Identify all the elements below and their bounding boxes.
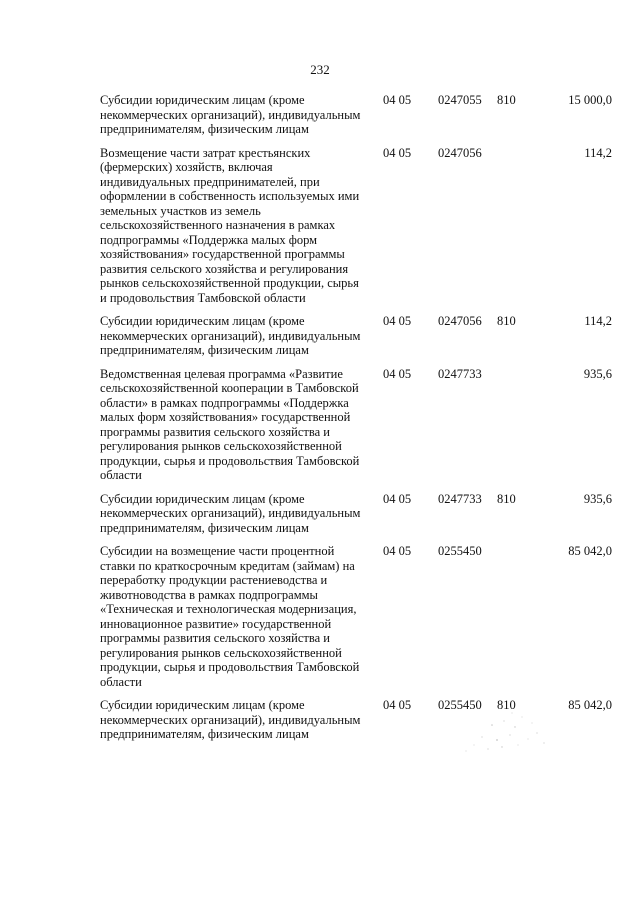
table-row: [100, 367, 612, 483]
row-description: Возмещение части затрат крестьянских (фермерских) хозяйств, включая индивидуальных предпринимателей, при оформлении в собственность используемых ими земельных участков из земель сельскохозяйственного назначения в рамках подпрограммы «Поддержка малых форм хозяйствования» государственной программы развития сельского хозяйства и регулирования рынков сельскохозяйственной продукции, сырья и продовольствия Тамбовской области: [100, 145, 360, 305]
amount: 85 042,0: [568, 698, 612, 712]
row-description: Ведомственная целевая программа «Развитие сельскохозяйственной кооперации в Тамбовской области» в рамках подпрограммы «Поддержка малых форм хозяйствования» государственной программы развития сельского хозяйства и регулирования рынков сельскохозяйственной продукции, сырья и продовольствия Тамбовской области: [100, 366, 360, 482]
target-article-code: 0247056: [438, 314, 482, 328]
table-row: [100, 544, 612, 689]
section-code: 04 05: [383, 491, 412, 506]
expense-type-code: 810: [497, 491, 516, 506]
table-row: [100, 492, 612, 536]
table-row: [100, 146, 612, 306]
row-description: Субсидии юридическим лицам (кроме некоммерческих организаций), индивидуальным предпринимателям, физическим лицам: [100, 491, 361, 535]
target-article-code: 0255450: [438, 698, 482, 712]
target-article-code: 0255450: [438, 544, 482, 558]
target-article-code: 0247733: [438, 491, 482, 506]
faint-stamp-mark: [452, 705, 572, 765]
row-description: Субсидии юридическим лицам (кроме некоммерческих организаций), индивидуальным предпринимателям, физическим лицам: [100, 93, 361, 136]
budget-table: [100, 93, 612, 751]
section-code: 04 05: [383, 93, 412, 107]
expense-type-code: 810: [497, 93, 516, 107]
row-description: Субсидии юридическим лицам (кроме некоммерческих организаций), индивидуальным предпринимателям, физическим лицам: [100, 314, 361, 357]
section-code: 04 05: [383, 145, 412, 160]
expense-type-code: 810: [497, 314, 516, 328]
target-article-code: 0247055: [438, 93, 482, 107]
amount: 114,2: [584, 145, 612, 160]
amount: 935,6: [583, 366, 612, 381]
section-code: 04 05: [383, 544, 412, 558]
row-description: Субсидии на возмещение части процентной ставки по краткосрочным кредитам (займам) на переработку продукции растениеводства и животноводства в рамках подпрограммы «Техническая и технологическая модернизация, инновационное развитие» государственной программы развития сельского хозяйства и регулирования рынков сельскохозяйственной продукции, сырья и продовольствия Тамбовской области: [100, 544, 360, 689]
section-code: 04 05: [383, 366, 412, 381]
section-code: 04 05: [383, 698, 412, 712]
amount: 114,2: [584, 314, 612, 328]
table-row: [100, 314, 612, 358]
amount: 15 000,0: [568, 93, 612, 107]
section-code: 04 05: [383, 314, 412, 328]
page-number: 232: [310, 62, 330, 77]
expense-type-code: 810: [497, 698, 516, 712]
amount: 85 042,0: [568, 544, 612, 558]
row-description: Субсидии юридическим лицам (кроме некоммерческих организаций), индивидуальным предпринимателям, физическим лицам: [100, 698, 361, 741]
target-article-code: 0247056: [438, 145, 482, 160]
target-article-code: 0247733: [438, 366, 482, 381]
amount: 935,6: [583, 491, 612, 506]
table-row: [100, 93, 612, 137]
